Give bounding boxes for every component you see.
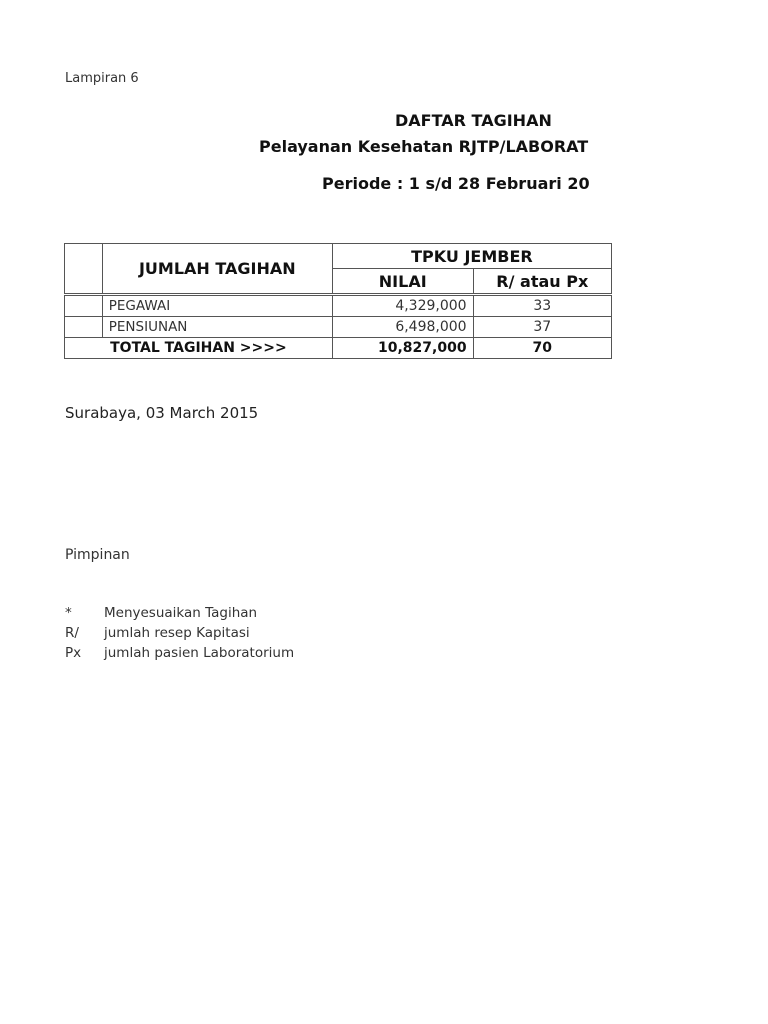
total-count: 70 xyxy=(473,338,611,359)
note-text: jumlah resep Kapitasi xyxy=(104,625,250,641)
document-subtitle: Pelayanan Kesehatan RJTP/LABORAT xyxy=(259,137,589,156)
document-title: DAFTAR TAGIHAN xyxy=(395,111,552,130)
row-count: 37 xyxy=(473,317,611,338)
note-key: Px xyxy=(65,645,82,661)
header-jumlah-tagihan: JUMLAH TAGIHAN xyxy=(102,244,332,295)
header-nilai: NILAI xyxy=(332,269,473,295)
row-nilai: 6,498,000 xyxy=(332,317,473,338)
attachment-label: Lampiran 6 xyxy=(65,71,139,86)
signatory-role: Pimpinan xyxy=(65,547,130,563)
note-text: Menyesuaikan Tagihan xyxy=(104,605,258,621)
billing-period: Periode : 1 s/d 28 Februari 20 xyxy=(322,174,590,193)
note-key: R/ xyxy=(65,625,79,641)
row-blank-cell xyxy=(65,295,103,317)
header-r-atau-px: R/ atau Px xyxy=(473,269,611,295)
table-header-row-1 xyxy=(65,244,612,269)
row-blank-cell xyxy=(65,317,103,338)
header-blank-cell xyxy=(65,244,103,295)
total-nilai: 10,827,000 xyxy=(332,338,473,359)
place-and-date: Surabaya, 03 March 2015 xyxy=(65,404,259,422)
total-row xyxy=(65,338,612,359)
billing-table xyxy=(64,243,612,359)
row-label: PENSIUNAN xyxy=(102,317,332,338)
table-row xyxy=(65,295,612,317)
note-text: jumlah pasien Laboratorium xyxy=(104,645,295,661)
row-nilai: 4,329,000 xyxy=(332,295,473,317)
row-label: PEGAWAI xyxy=(102,295,332,317)
header-tpku-jember: TPKU JEMBER xyxy=(332,244,611,269)
total-label: TOTAL TAGIHAN >>>> xyxy=(65,338,333,359)
row-count: 33 xyxy=(473,295,611,317)
note-key: * xyxy=(65,605,72,621)
table-row xyxy=(65,317,612,338)
